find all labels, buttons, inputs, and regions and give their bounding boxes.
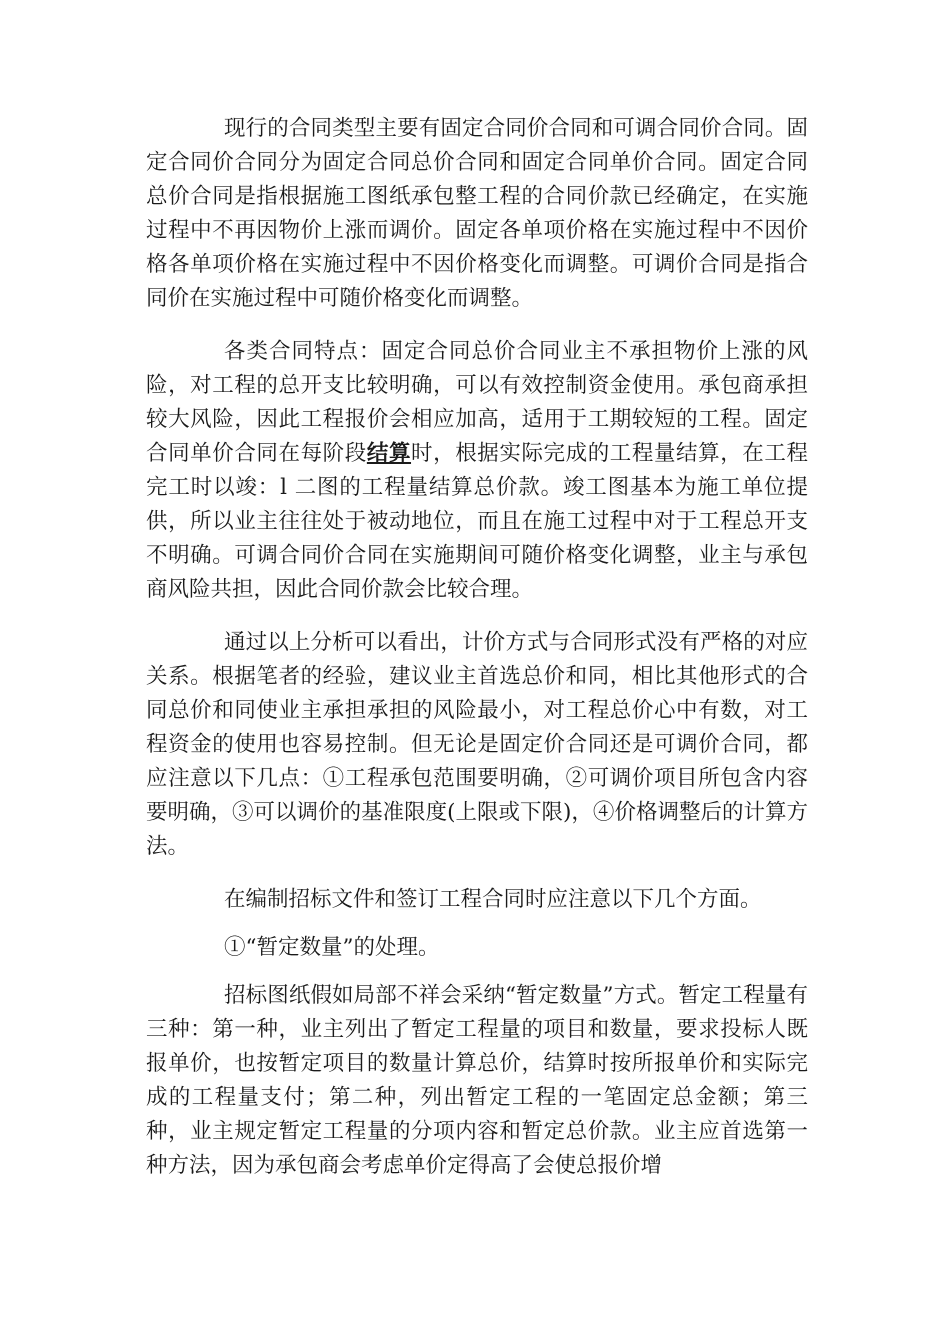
paragraph-contract-features [146,335,808,607]
paragraph-intro-notes: 在编制招标文件和签订工程合同时应注意以下几个方面。 [224,887,762,912]
paragraph-heading-provisional: ①“暂定数量”的处理。 [224,935,440,960]
settlement-link[interactable]: 结算 [366,441,412,466]
paragraph-provisional-quantities: 招标图纸假如局部不祥会采纳“暂定数量”方式。暂定工程量有三种：第一种，业主列出了暂定工程量的项目和数量，要求投标人既报单价，也按暂定项目的数量计算总价，结算时按所报单价和实际完成的工程量支付；第二种，列出暂定工程的一笔固定总金额；第三种，业主规定暂定工程量的分项内容和暂定总价款。业主应首选第一种方法，因为承包商会考虑单价定得高了会使总报价增 [146,983,808,1178]
paragraph-analysis: 通过以上分析可以看出，计价方式与合同形式没有严格的对应关系。根据笔者的经验，建议业主首选总价和同，相比其他形式的合同总价和同使业主承担承担的风险最小，对工程总价心中有数，对工程资金的使用也容易控制。但无论是固定价合同还是可调价合同，都应注意以下几点：①工程承包范围要明确，②可调价项目所包含内容要明确，③可以调价的基准限度(上限或下限)，④价格调整后的计算方法。 [146,630,808,859]
paragraph-contract-types: 现行的合同类型主要有固定合同价合同和可调合同价合同。固定合同价合同分为固定合同总价合同和固定合同单价合同。固定合同总价合同是指根据施工图纸承包整工程的合同价款已经确定，在实施过程中不再因物价上涨而调价。固定各单项价格在实施过程中不因价格各单项价格在实施过程中不因价格变化而调整。可调价合同是指合同价在实施过程中可随价格变化而调整。 [146,116,808,311]
paragraph-text: 各类合同特点：固定合同总价合同业主不承担物价上涨的风险，对工程的总开支比较明确，可以有效控制资金使用。承包商承担较大风险，因此工程报价会相应加高，适用于工期较短的工程。固定合同单价合同在每阶段 [146,339,808,466]
paragraph-text: 时，根据实际完成的工程量结算，在工程完工时以竣：l 二图的工程量结算总价款。竣工图基本为施工单位提供，所以业主往往处于被动地位，而且在施工过程中对于工程总开支不明确。可调合同价合同在实施期间可随价格变化调整，业主与承包商风险共担，因此合同价款会比较合理。 [146,441,808,602]
document-body [146,112,808,1202]
